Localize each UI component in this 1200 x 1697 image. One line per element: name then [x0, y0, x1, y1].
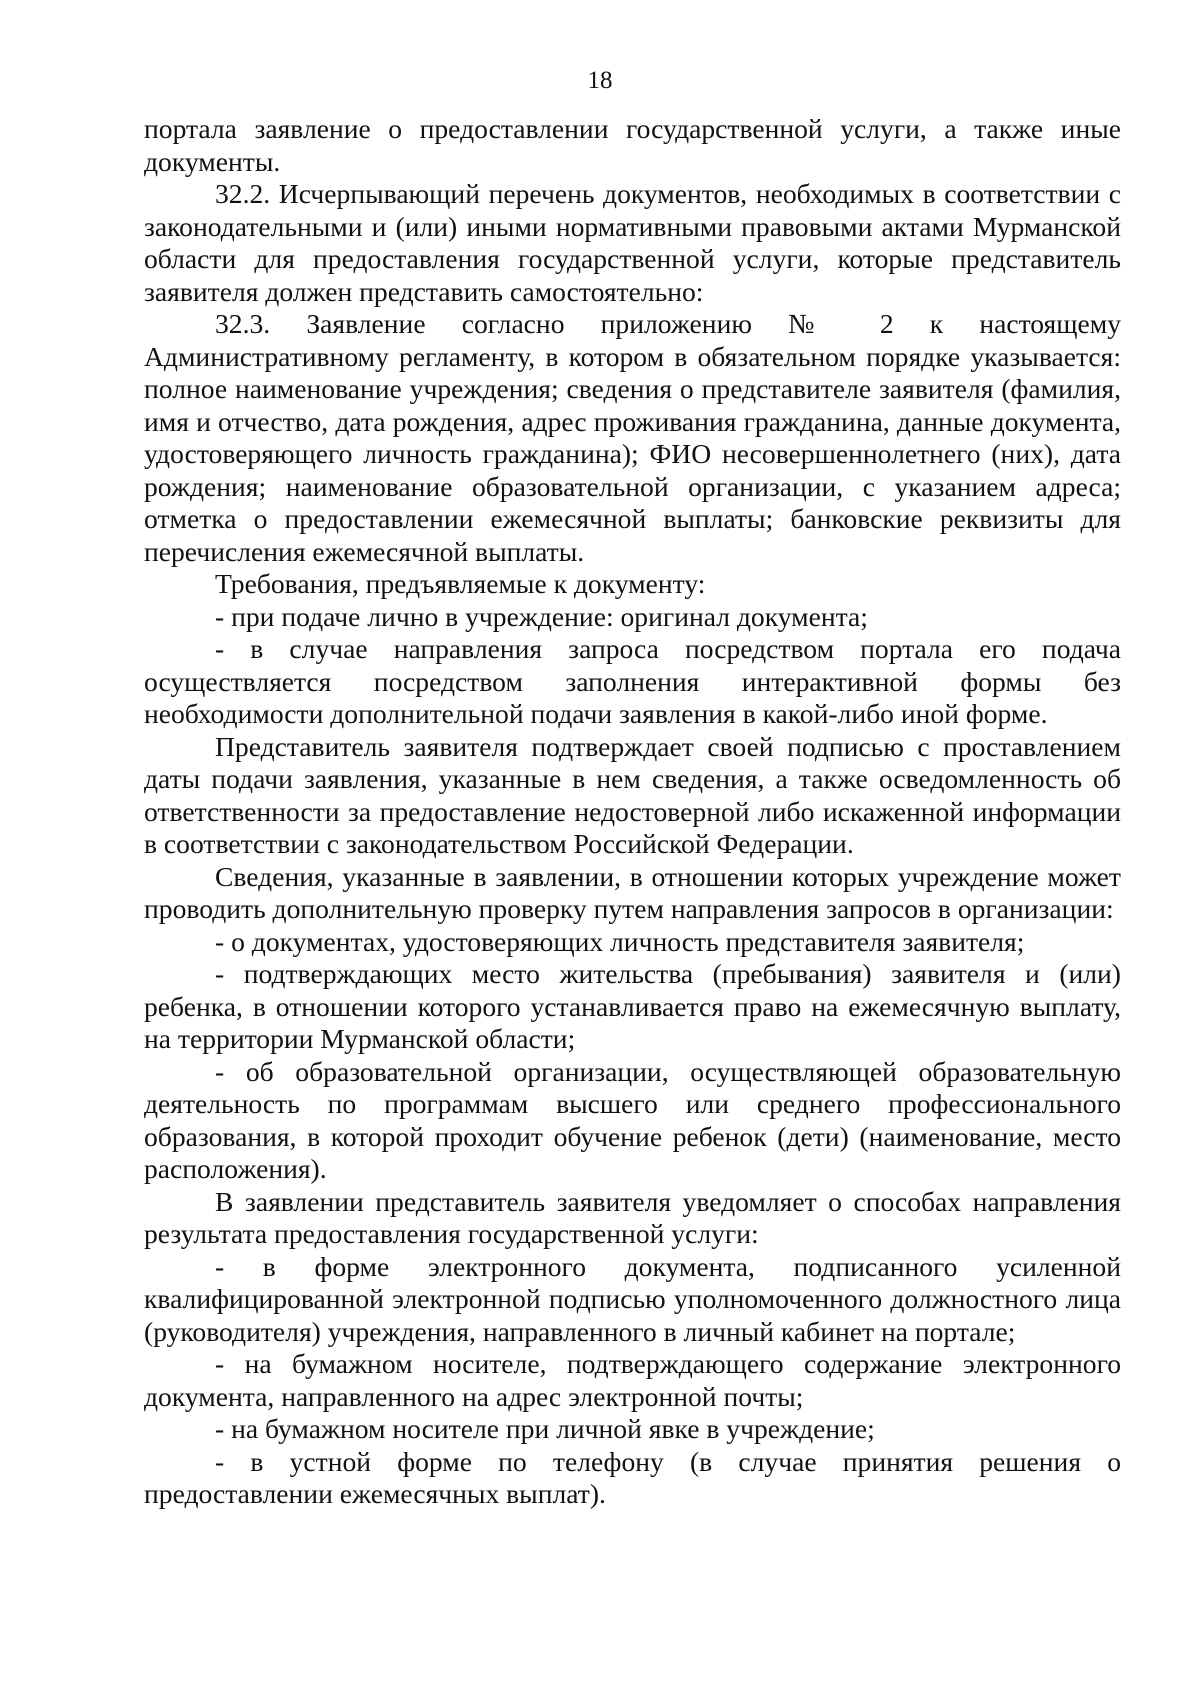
paragraph-32-3: 32.3. Заявление согласно приложению № 2 к настоящему Административному регламенту, в котором в обязательном порядке указывается: полное наименование учреждения; сведения о представителе заявителя (фамилия, имя и отчество, дата рождения, адрес проживания гражданина, данные документа, удостоверяющего личность гражданина); ФИО несовершеннолетнего (них), дата рождения; наименование образовательной организации, с указанием адреса; отметка о предоставлении ежемесячной выплаты; банковские реквизиты для перечисления ежемесячной выплаты.: [144, 308, 1121, 567]
paragraph-signature-confirmation: Представитель заявителя подтверждает своей подписью с проставлением даты подачи заявления, указанные в нем сведения, а также осведомленность об ответственности за предоставление недостоверной либо искаженной информации в соответствии с законодательством Российской Федерации.: [144, 730, 1121, 859]
paragraph-32-2: 32.2. Исчерпывающий перечень документов, необходимых в соответствии с законодательными и (или) иными нормативными правовыми актами Мурманской области для предоставления государственной услуги, которые представитель заявителя должен представить самостоятельно:: [144, 178, 1121, 307]
paragraph-result-methods-intro: В заявлении представитель заявителя уведомляет о способах направления результата предоставления государственной услуги:: [144, 1185, 1121, 1249]
list-item-residence: - подтверждающих место жительства (пребывания) заявителя и (или) ребенка, в отношении которого устанавливается право на ежемесячную выплату, на территории Мурманской области;: [144, 958, 1121, 1054]
paragraph-requirements-heading: Требования, предъявляемые к документу:: [215, 568, 706, 599]
list-item-electronic-document: - в форме электронного документа, подписанного усиленной квалифицированной электронной подписью уполномоченного должностного лица (руководителя) учреждения, направленного в личный кабинет на портале;: [144, 1250, 1121, 1347]
page-number: 18: [587, 67, 613, 94]
list-item-in-person: - при подаче лично в учреждение: оригинал документа;: [215, 600, 868, 632]
list-item-paper-in-person: - на бумажном носителе при личной явке в учреждение;: [215, 1413, 875, 1444]
paragraph-verification-intro: Сведения, указанные в заявлении, в отношении которых учреждение может проводить дополнительную проверку путем направления запросов в организации:: [144, 860, 1121, 924]
document-body: [144, 113, 1121, 1511]
list-item-paper-email: - на бумажном носителе, подтверждающего содержание электронного документа, направленного на адрес электронной почты;: [144, 1348, 1121, 1412]
list-item-portal: - в случае направления запроса посредством портала его подача осуществляется посредством заполнения интерактивной формы без необходимости дополнительной подачи заявления в какой-либо иной форме.: [144, 633, 1121, 729]
paragraph-continuation: портала заявление о предоставлении государственной услуги, а также иные документы.: [144, 113, 1121, 177]
list-item-oral-phone: - в устной форме по телефону (в случае принятия решения о предоставлении ежемесячных выплат).: [144, 1445, 1121, 1509]
list-item-identity-documents: - о документах, удостоверяющих личность представителя заявителя;: [215, 925, 1025, 957]
list-item-educational-organization: - об образовательной организации, осуществляющей образовательную деятельность по программам высшего или среднего профессионального образования, в которой проходит обучение ребенок (дети) (наименование, место расположения).: [144, 1055, 1121, 1184]
